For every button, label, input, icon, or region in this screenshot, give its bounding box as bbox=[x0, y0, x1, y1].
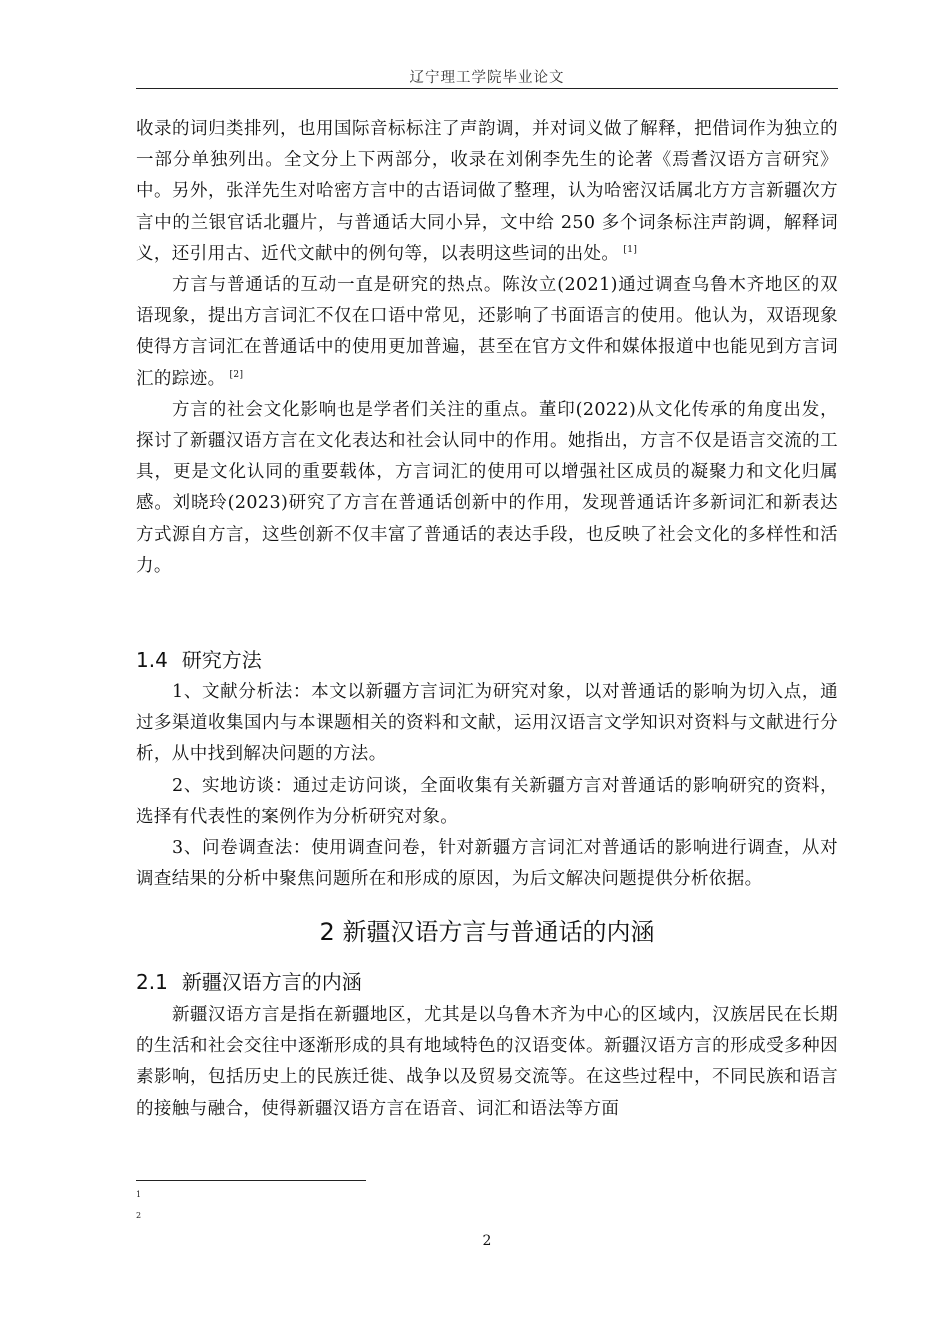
page-number: 2 bbox=[482, 1233, 492, 1249]
method-item-interview: 2、实地访谈：通过走访问谈，全面收集有关新疆方言对普通话的影响研究的资料，选择有代表性的案例作为分析研究对象。 bbox=[136, 775, 838, 827]
research-methods-list bbox=[136, 677, 838, 895]
paragraph-social-culture: 方言的社会文化影响也是学者们关注的重点。董印(2022)从文化传承的角度出发，探讨了新疆汉语方言在文化表达和社会认同中的作用。她指出，方言不仅是语言交流的工具，更是文化认同的重要载体，方言词汇的使用可以增强社区成员的凝聚力和文化归属感。刘晓玲(2023)研究了方言在普通话创新中的作用，发现普通话许多新词汇和新表达方式源自方言，这些创新不仅丰富了普通话的表达手段，也反映了社会文化的多样性和活力。 bbox=[136, 399, 838, 576]
section-heading-2-1: 2.1 新疆汉语方言的内涵 bbox=[136, 970, 362, 994]
paragraph-xinjiang-dialect: 新疆汉语方言是指在新疆地区，尤其是以乌鲁木齐为中心的区域内，汉族居民在长期的生活和社会交往中逐渐形成的具有地域特色的汉语变体。新疆汉语方言的形成受多种因素影响，包括历史上的民族迁徙、战争以及贸易交流等。在这些过程中，不同民族和语言的接触与融合，使得新疆汉语方言在语音、词汇和语法等方面 bbox=[136, 1005, 838, 1119]
chapter-2-title: 2 新疆汉语方言与普通话的内涵 bbox=[319, 918, 655, 946]
method-item-literature: 1、文献分析法：本文以新疆方言词汇为研究对象，以对普通话的影响为切入点，通过多渠道收集国内与本课题相关的资料和文献，运用汉语言文学知识对资料与文献进行分析，从中找到解决问题的方法。 bbox=[136, 682, 838, 765]
footnote-separator bbox=[136, 1180, 366, 1181]
citation-1: [1] bbox=[623, 244, 638, 255]
section-heading-1-4: 1.4 研究方法 bbox=[136, 648, 262, 672]
footnote-mark-1: 1 bbox=[136, 1190, 142, 1199]
intro-continuation bbox=[136, 114, 838, 582]
section-2-1-body bbox=[136, 1000, 838, 1125]
footnote-mark-2: 2 bbox=[136, 1211, 142, 1220]
paragraph-dialect-interaction: 方言与普通话的互动一直是研究的热点。陈汝立(2021)通过调查乌鲁木齐地区的双语现象，提出方言词汇不仅在口语中常见，还影响了书面语言的使用。他认为，双语现象使得方言词汇在普通话中的使用更加普遍，甚至在官方文件和媒体报道中也能见到方言词汇的踪迹。 [2] bbox=[136, 275, 838, 389]
header-rule bbox=[136, 88, 838, 89]
paragraph-dialect-dictionary: 收录的词归类排列，也用国际音标标注了声韵调，并对词义做了解释，把借词作为独立的一部分单独列出。全文分上下两部分，收录在刘俐李先生的论著《焉耆汉语方言研究》中。另外，张洋先生对哈密方言中的古语词做了整理，认为哈密汉话属北方方言新疆次方言中的兰银官话北疆片，与普通话大同小异，文中给 250 多个词条标注声韵调，解释词义，还引用古、近代文献中的例句等，以表明这些词的出处。 [1] bbox=[136, 119, 838, 264]
running-header: 辽宁理工学院毕业论文 bbox=[409, 70, 565, 86]
citation-2: [2] bbox=[229, 369, 244, 380]
method-item-survey: 3、问卷调查法：使用调查问卷，针对新疆方言词汇对普通话的影响进行调查，从对调查结果的分析中聚焦问题所在和形成的原因，为后文解决问题提供分析依据。 bbox=[136, 838, 838, 890]
